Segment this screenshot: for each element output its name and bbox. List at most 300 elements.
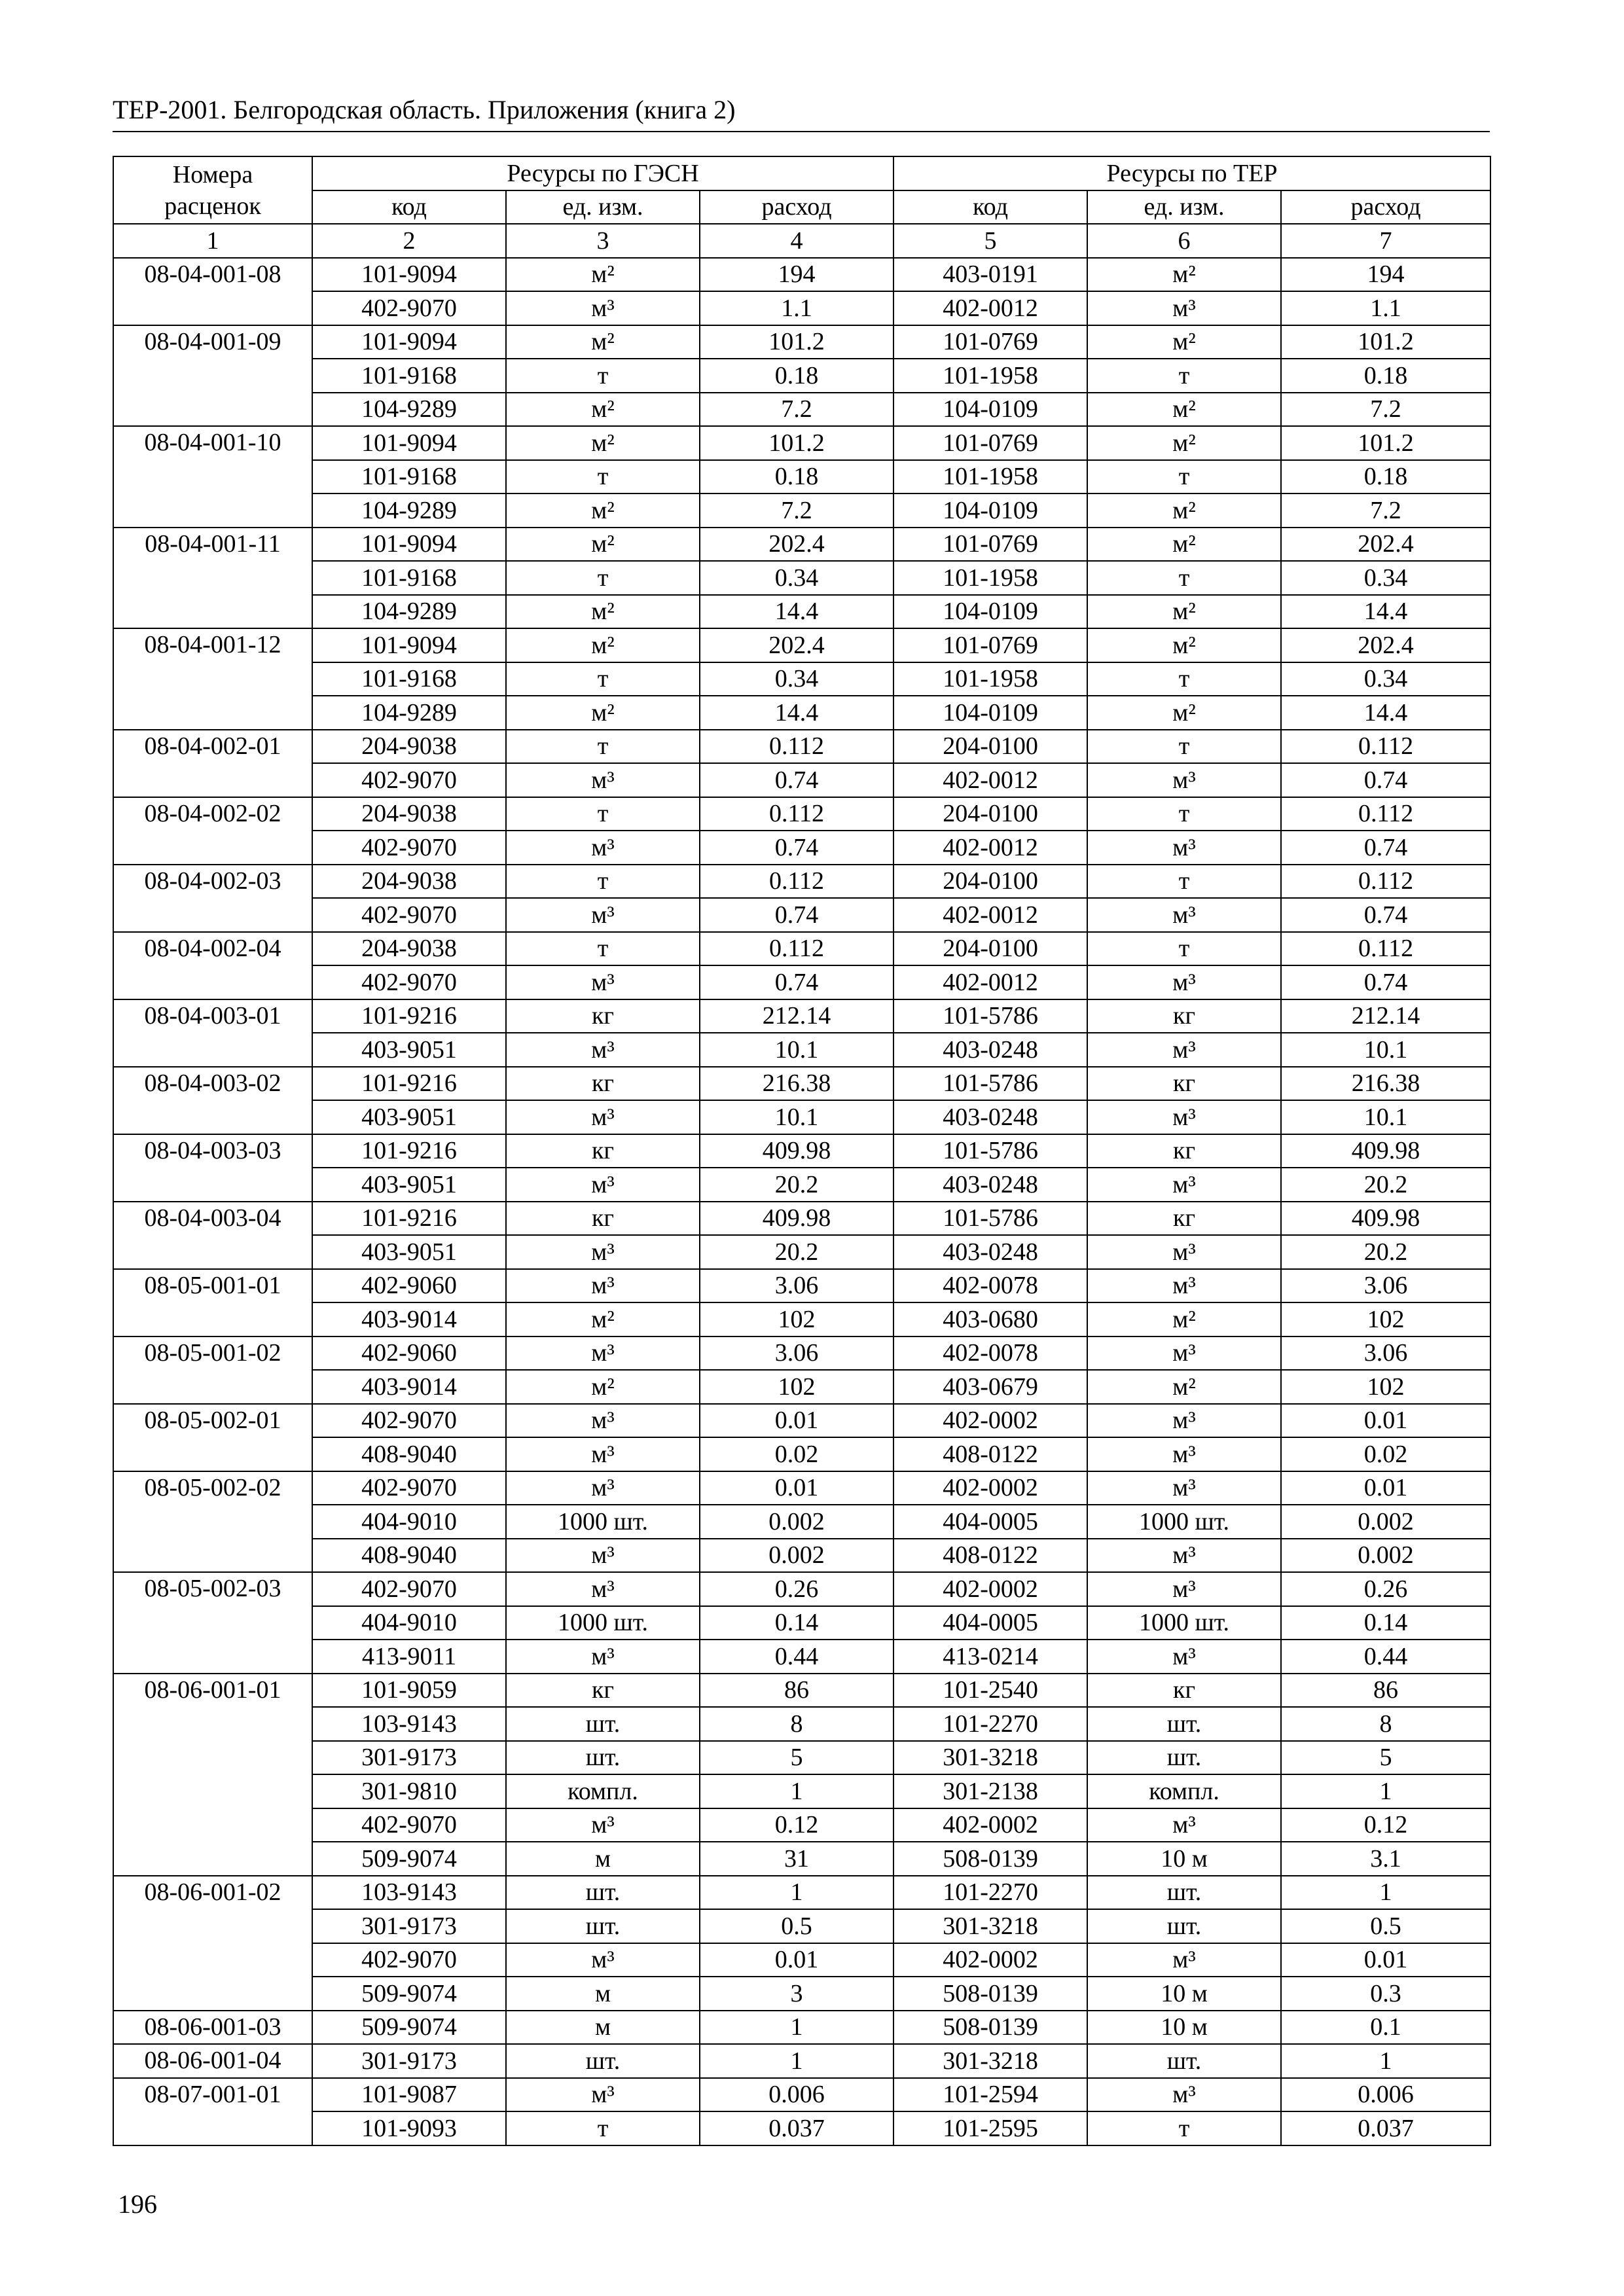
gesn-unit-cell: м³ bbox=[506, 763, 700, 797]
ter-consumption-cell: 3.06 bbox=[1281, 1336, 1490, 1371]
gesn-code-cell: 101-9094 bbox=[312, 426, 506, 460]
ter-code-cell: 301-3218 bbox=[893, 2044, 1087, 2078]
ter-unit-cell: м³ bbox=[1087, 1336, 1281, 1371]
ter-unit-cell: м³ bbox=[1087, 1168, 1281, 1202]
table-row bbox=[113, 1943, 1490, 1977]
gesn-code-cell: 402-9070 bbox=[312, 831, 506, 865]
gesn-unit-cell: шт. bbox=[506, 2044, 700, 2078]
ter-unit-cell: м³ bbox=[1087, 1808, 1281, 1842]
ter-unit-cell: т bbox=[1087, 797, 1281, 831]
gesn-code-cell: 403-9014 bbox=[312, 1302, 506, 1336]
gesn-code-cell: 101-9059 bbox=[312, 1674, 506, 1708]
gesn-code-cell: 101-9216 bbox=[312, 1067, 506, 1101]
gesn-consumption-cell: 0.002 bbox=[700, 1539, 893, 1573]
ter-code-cell: 101-0769 bbox=[893, 325, 1087, 359]
subheader-gesn-consumption: расход bbox=[700, 190, 893, 224]
ter-unit-cell: м³ bbox=[1087, 831, 1281, 865]
gesn-consumption-cell: 3 bbox=[700, 1977, 893, 2011]
rate-number-cell: 08-04-001-12 bbox=[113, 628, 312, 730]
ter-unit-cell: т bbox=[1087, 932, 1281, 966]
gesn-code-cell: 101-9168 bbox=[312, 662, 506, 696]
ter-code-cell: 101-5786 bbox=[893, 1067, 1087, 1101]
ter-unit-cell: т bbox=[1087, 2111, 1281, 2145]
gesn-unit-cell: м³ bbox=[506, 1572, 700, 1606]
gesn-code-cell: 402-9070 bbox=[312, 1572, 506, 1606]
ter-consumption-cell: 0.18 bbox=[1281, 460, 1490, 494]
ter-code-cell: 101-0769 bbox=[893, 426, 1087, 460]
table-row bbox=[113, 2111, 1490, 2145]
ter-code-cell: 404-0005 bbox=[893, 1606, 1087, 1640]
ter-consumption-cell: 212.14 bbox=[1281, 999, 1490, 1033]
gesn-unit-cell: м bbox=[506, 1977, 700, 2011]
gesn-unit-cell: м² bbox=[506, 696, 700, 730]
rate-number-cell: 08-04-002-01 bbox=[113, 730, 312, 797]
table-body bbox=[113, 258, 1490, 2145]
gesn-consumption-cell: 0.74 bbox=[700, 898, 893, 932]
rate-number-cell: 08-05-001-02 bbox=[113, 1336, 312, 1404]
rate-number-cell: 08-04-001-10 bbox=[113, 426, 312, 528]
table-row bbox=[113, 1404, 1490, 1438]
ter-code-cell: 508-0139 bbox=[893, 1977, 1087, 2011]
gesn-code-cell: 104-9289 bbox=[312, 493, 506, 528]
gesn-unit-cell: м³ bbox=[506, 1640, 700, 1674]
gesn-unit-cell: м² bbox=[506, 325, 700, 359]
ter-code-cell: 101-2540 bbox=[893, 1674, 1087, 1708]
gesn-consumption-cell: 0.26 bbox=[700, 1572, 893, 1606]
gesn-unit-cell: м bbox=[506, 2011, 700, 2045]
ter-unit-cell: т bbox=[1087, 865, 1281, 899]
column-number: 7 bbox=[1281, 224, 1490, 258]
table-row bbox=[113, 831, 1490, 865]
gesn-consumption-cell: 7.2 bbox=[700, 493, 893, 528]
ter-unit-cell: шт. bbox=[1087, 1909, 1281, 1943]
ter-consumption-cell: 20.2 bbox=[1281, 1235, 1490, 1269]
gesn-consumption-cell: 0.18 bbox=[700, 460, 893, 494]
ter-consumption-cell: 0.34 bbox=[1281, 662, 1490, 696]
ter-code-cell: 404-0005 bbox=[893, 1505, 1087, 1539]
ter-unit-cell: м³ bbox=[1087, 898, 1281, 932]
table-row bbox=[113, 932, 1490, 966]
gesn-consumption-cell: 0.037 bbox=[700, 2111, 893, 2145]
gesn-consumption-cell: 216.38 bbox=[700, 1067, 893, 1101]
table-row bbox=[113, 1674, 1490, 1708]
ter-unit-cell: компл. bbox=[1087, 1774, 1281, 1808]
gesn-unit-cell: м³ bbox=[506, 1235, 700, 1269]
ter-unit-cell: м³ bbox=[1087, 2078, 1281, 2112]
gesn-consumption-cell: 0.44 bbox=[700, 1640, 893, 1674]
rate-number-cell: 08-07-001-01 bbox=[113, 2078, 312, 2145]
ter-consumption-cell: 0.112 bbox=[1281, 730, 1490, 764]
table-row bbox=[113, 1100, 1490, 1134]
gesn-unit-cell: м² bbox=[506, 258, 700, 292]
ter-consumption-cell: 101.2 bbox=[1281, 325, 1490, 359]
rate-number-cell: 08-04-003-04 bbox=[113, 1202, 312, 1269]
gesn-unit-cell: м³ bbox=[506, 1539, 700, 1573]
table-row bbox=[113, 1437, 1490, 1471]
gesn-consumption-cell: 10.1 bbox=[700, 1033, 893, 1067]
gesn-code-cell: 101-9168 bbox=[312, 460, 506, 494]
gesn-consumption-cell: 0.112 bbox=[700, 932, 893, 966]
ter-code-cell: 301-3218 bbox=[893, 1741, 1087, 1775]
table-row bbox=[113, 1640, 1490, 1674]
rate-number-cell: 08-04-002-02 bbox=[113, 797, 312, 865]
ter-code-cell: 101-1958 bbox=[893, 359, 1087, 393]
rate-number-cell: 08-04-002-03 bbox=[113, 865, 312, 932]
gesn-consumption-cell: 0.112 bbox=[700, 865, 893, 899]
ter-unit-cell: м³ bbox=[1087, 1100, 1281, 1134]
ter-unit-cell: кг bbox=[1087, 1674, 1281, 1708]
ter-consumption-cell: 3.06 bbox=[1281, 1269, 1490, 1303]
gesn-code-cell: 408-9040 bbox=[312, 1437, 506, 1471]
ter-code-cell: 403-0191 bbox=[893, 258, 1087, 292]
ter-consumption-cell: 1.1 bbox=[1281, 291, 1490, 325]
gesn-unit-cell: м² bbox=[506, 1302, 700, 1336]
ter-consumption-cell: 409.98 bbox=[1281, 1134, 1490, 1168]
ter-unit-cell: т bbox=[1087, 460, 1281, 494]
table-row bbox=[113, 1336, 1490, 1371]
gesn-consumption-cell: 8 bbox=[700, 1707, 893, 1741]
ter-code-cell: 101-1958 bbox=[893, 460, 1087, 494]
gesn-unit-cell: т bbox=[506, 359, 700, 393]
ter-consumption-cell: 102 bbox=[1281, 1302, 1490, 1336]
ter-consumption-cell: 5 bbox=[1281, 1741, 1490, 1775]
ter-code-cell: 402-0078 bbox=[893, 1336, 1087, 1371]
ter-unit-cell: кг bbox=[1087, 1202, 1281, 1236]
gesn-unit-cell: м² bbox=[506, 426, 700, 460]
gesn-consumption-cell: 31 bbox=[700, 1842, 893, 1876]
gesn-code-cell: 402-9070 bbox=[312, 1471, 506, 1505]
table-row bbox=[113, 1033, 1490, 1067]
rate-number-cell: 08-04-003-03 bbox=[113, 1134, 312, 1202]
ter-unit-cell: м² bbox=[1087, 426, 1281, 460]
table-row bbox=[113, 2044, 1490, 2078]
gesn-consumption-cell: 101.2 bbox=[700, 426, 893, 460]
ter-unit-cell: м³ bbox=[1087, 1572, 1281, 1606]
ter-code-cell: 101-2270 bbox=[893, 1876, 1087, 1910]
ter-unit-cell: м³ bbox=[1087, 1235, 1281, 1269]
ter-code-cell: 403-0680 bbox=[893, 1302, 1087, 1336]
gesn-unit-cell: т bbox=[506, 662, 700, 696]
ter-unit-cell: м² bbox=[1087, 696, 1281, 730]
table-row bbox=[113, 1302, 1490, 1336]
gesn-consumption-cell: 0.5 bbox=[700, 1909, 893, 1943]
ter-consumption-cell: 20.2 bbox=[1281, 1168, 1490, 1202]
ter-unit-cell: м³ bbox=[1087, 1539, 1281, 1573]
gesn-unit-cell: м³ bbox=[506, 1100, 700, 1134]
ter-consumption-cell: 0.14 bbox=[1281, 1606, 1490, 1640]
ter-consumption-cell: 0.34 bbox=[1281, 561, 1490, 595]
ter-consumption-cell: 0.74 bbox=[1281, 763, 1490, 797]
subheader-gesn-unit: ед. изм. bbox=[506, 190, 700, 224]
ter-consumption-cell: 0.74 bbox=[1281, 898, 1490, 932]
ter-unit-cell: шт. bbox=[1087, 2044, 1281, 2078]
ter-consumption-cell: 7.2 bbox=[1281, 493, 1490, 528]
gesn-code-cell: 403-9051 bbox=[312, 1033, 506, 1067]
gesn-unit-cell: м³ bbox=[506, 1168, 700, 1202]
table-row bbox=[113, 1707, 1490, 1741]
ter-unit-cell: 10 м bbox=[1087, 2011, 1281, 2045]
gesn-consumption-cell: 102 bbox=[700, 1302, 893, 1336]
ter-consumption-cell: 202.4 bbox=[1281, 628, 1490, 662]
gesn-consumption-cell: 0.34 bbox=[700, 561, 893, 595]
gesn-consumption-cell: 20.2 bbox=[700, 1168, 893, 1202]
table-row bbox=[113, 1134, 1490, 1168]
gesn-consumption-cell: 3.06 bbox=[700, 1269, 893, 1303]
ter-unit-cell: 10 м bbox=[1087, 1842, 1281, 1876]
ter-consumption-cell: 14.4 bbox=[1281, 696, 1490, 730]
gesn-code-cell: 101-9094 bbox=[312, 258, 506, 292]
gesn-code-cell: 204-9038 bbox=[312, 797, 506, 831]
table-row bbox=[113, 426, 1490, 460]
ter-consumption-cell: 0.01 bbox=[1281, 1404, 1490, 1438]
table-row bbox=[113, 1202, 1490, 1236]
ter-unit-cell: м³ bbox=[1087, 1269, 1281, 1303]
gesn-unit-cell: м² bbox=[506, 595, 700, 629]
rate-number-cell: 08-04-001-09 bbox=[113, 325, 312, 427]
ter-unit-cell: м² bbox=[1087, 628, 1281, 662]
table-row bbox=[113, 2011, 1490, 2045]
ter-consumption-cell: 1 bbox=[1281, 2044, 1490, 2078]
ter-unit-cell: кг bbox=[1087, 999, 1281, 1033]
ter-code-cell: 101-0769 bbox=[893, 628, 1087, 662]
ter-consumption-cell: 0.112 bbox=[1281, 865, 1490, 899]
table-row bbox=[113, 1606, 1490, 1640]
table-row bbox=[113, 1808, 1490, 1842]
gesn-unit-cell: кг bbox=[506, 1134, 700, 1168]
gesn-consumption-cell: 0.01 bbox=[700, 1471, 893, 1505]
gesn-consumption-cell: 1.1 bbox=[700, 291, 893, 325]
gesn-unit-cell: кг bbox=[506, 999, 700, 1033]
gesn-code-cell: 104-9289 bbox=[312, 595, 506, 629]
ter-code-cell: 204-0100 bbox=[893, 865, 1087, 899]
ter-consumption-cell: 0.037 bbox=[1281, 2111, 1490, 2145]
gesn-code-cell: 101-9094 bbox=[312, 325, 506, 359]
gesn-code-cell: 103-9143 bbox=[312, 1707, 506, 1741]
ter-consumption-cell: 0.12 bbox=[1281, 1808, 1490, 1842]
gesn-code-cell: 509-9074 bbox=[312, 1977, 506, 2011]
gesn-unit-cell: шт. bbox=[506, 1741, 700, 1775]
ter-code-cell: 402-0002 bbox=[893, 1572, 1087, 1606]
ter-unit-cell: т bbox=[1087, 662, 1281, 696]
ter-consumption-cell: 0.18 bbox=[1281, 359, 1490, 393]
ter-unit-cell: 1000 шт. bbox=[1087, 1505, 1281, 1539]
gesn-unit-cell: м³ bbox=[506, 1471, 700, 1505]
ter-consumption-cell: 0.26 bbox=[1281, 1572, 1490, 1606]
ter-code-cell: 403-0248 bbox=[893, 1100, 1087, 1134]
gesn-consumption-cell: 0.12 bbox=[700, 1808, 893, 1842]
gesn-code-cell: 101-9093 bbox=[312, 2111, 506, 2145]
gesn-consumption-cell: 194 bbox=[700, 258, 893, 292]
table-row bbox=[113, 1505, 1490, 1539]
gesn-code-cell: 101-9216 bbox=[312, 999, 506, 1033]
ter-code-cell: 402-0012 bbox=[893, 898, 1087, 932]
gesn-code-cell: 402-9070 bbox=[312, 291, 506, 325]
gesn-code-cell: 403-9051 bbox=[312, 1168, 506, 1202]
table-row bbox=[113, 1269, 1490, 1303]
ter-unit-cell: м³ bbox=[1087, 1943, 1281, 1977]
gesn-code-cell: 101-9216 bbox=[312, 1202, 506, 1236]
gesn-unit-cell: 1000 шт. bbox=[506, 1606, 700, 1640]
table-row bbox=[113, 1235, 1490, 1269]
table-row bbox=[113, 1909, 1490, 1943]
ter-unit-cell: 10 м bbox=[1087, 1977, 1281, 2011]
gesn-consumption-cell: 0.74 bbox=[700, 965, 893, 999]
gesn-code-cell: 402-9060 bbox=[312, 1336, 506, 1371]
ter-consumption-cell: 0.006 bbox=[1281, 2078, 1490, 2112]
ter-code-cell: 204-0100 bbox=[893, 932, 1087, 966]
ter-code-cell: 402-0012 bbox=[893, 965, 1087, 999]
table-row bbox=[113, 460, 1490, 494]
gesn-consumption-cell: 10.1 bbox=[700, 1100, 893, 1134]
gesn-unit-cell: м² bbox=[506, 1370, 700, 1404]
ter-consumption-cell: 0.002 bbox=[1281, 1539, 1490, 1573]
gesn-consumption-cell: 0.34 bbox=[700, 662, 893, 696]
gesn-consumption-cell: 0.006 bbox=[700, 2078, 893, 2112]
ter-consumption-cell: 0.1 bbox=[1281, 2011, 1490, 2045]
table-row bbox=[113, 763, 1490, 797]
gesn-unit-cell: м bbox=[506, 1842, 700, 1876]
table-row bbox=[113, 1876, 1490, 1910]
gesn-consumption-cell: 0.74 bbox=[700, 763, 893, 797]
table-row bbox=[113, 1977, 1490, 2011]
gesn-code-cell: 204-9038 bbox=[312, 865, 506, 899]
resource-table bbox=[113, 156, 1491, 2146]
ter-consumption-cell: 0.74 bbox=[1281, 831, 1490, 865]
gesn-consumption-cell: 1 bbox=[700, 1774, 893, 1808]
rate-number-cell: 08-04-003-02 bbox=[113, 1067, 312, 1134]
ter-unit-cell: м² bbox=[1087, 325, 1281, 359]
gesn-unit-cell: м³ bbox=[506, 1943, 700, 1977]
table-row bbox=[113, 561, 1490, 595]
gesn-unit-cell: т bbox=[506, 561, 700, 595]
gesn-unit-cell: т bbox=[506, 730, 700, 764]
rate-number-cell: 08-06-001-03 bbox=[113, 2011, 312, 2045]
gesn-unit-cell: м³ bbox=[506, 1808, 700, 1842]
gesn-code-cell: 404-9010 bbox=[312, 1606, 506, 1640]
table-row bbox=[113, 797, 1490, 831]
gesn-unit-cell: кг bbox=[506, 1202, 700, 1236]
ter-unit-cell: м³ bbox=[1087, 1437, 1281, 1471]
ter-code-cell: 402-0012 bbox=[893, 291, 1087, 325]
table-row bbox=[113, 730, 1490, 764]
ter-consumption-cell: 1 bbox=[1281, 1876, 1490, 1910]
ter-unit-cell: м² bbox=[1087, 393, 1281, 427]
ter-code-cell: 508-0139 bbox=[893, 2011, 1087, 2045]
rate-number-cell: 08-04-003-01 bbox=[113, 999, 312, 1067]
gesn-code-cell: 509-9074 bbox=[312, 2011, 506, 2045]
ter-unit-cell: шт. bbox=[1087, 1741, 1281, 1775]
gesn-code-cell: 101-9168 bbox=[312, 561, 506, 595]
gesn-unit-cell: м³ bbox=[506, 1404, 700, 1438]
gesn-unit-cell: м² bbox=[506, 493, 700, 528]
table-row bbox=[113, 696, 1490, 730]
gesn-consumption-cell: 0.01 bbox=[700, 1404, 893, 1438]
table-row bbox=[113, 662, 1490, 696]
gesn-unit-cell: м³ bbox=[506, 1269, 700, 1303]
ter-code-cell: 402-0002 bbox=[893, 1808, 1087, 1842]
gesn-code-cell: 204-9038 bbox=[312, 932, 506, 966]
ter-unit-cell: м² bbox=[1087, 528, 1281, 562]
rate-number-cell: 08-04-001-08 bbox=[113, 258, 312, 325]
gesn-consumption-cell: 1 bbox=[700, 1876, 893, 1910]
gesn-unit-cell: м² bbox=[506, 628, 700, 662]
table-row bbox=[113, 493, 1490, 528]
gesn-code-cell: 204-9038 bbox=[312, 730, 506, 764]
gesn-consumption-cell: 0.02 bbox=[700, 1437, 893, 1471]
ter-unit-cell: м³ bbox=[1087, 291, 1281, 325]
gesn-unit-cell: м³ bbox=[506, 1437, 700, 1471]
ter-code-cell: 101-5786 bbox=[893, 1202, 1087, 1236]
ter-unit-cell: м² bbox=[1087, 493, 1281, 528]
gesn-unit-cell: м³ bbox=[506, 1033, 700, 1067]
table-row bbox=[113, 1741, 1490, 1775]
ter-unit-cell: 1000 шт. bbox=[1087, 1606, 1281, 1640]
subheader-gesn-code: код bbox=[312, 190, 506, 224]
ter-consumption-cell: 10.1 bbox=[1281, 1033, 1490, 1067]
ter-code-cell: 402-0012 bbox=[893, 831, 1087, 865]
gesn-code-cell: 104-9289 bbox=[312, 696, 506, 730]
gesn-consumption-cell: 0.18 bbox=[700, 359, 893, 393]
gesn-consumption-cell: 102 bbox=[700, 1370, 893, 1404]
gesn-consumption-cell: 0.14 bbox=[700, 1606, 893, 1640]
gesn-consumption-cell: 212.14 bbox=[700, 999, 893, 1033]
gesn-consumption-cell: 202.4 bbox=[700, 528, 893, 562]
table-row bbox=[113, 325, 1490, 359]
gesn-consumption-cell: 14.4 bbox=[700, 595, 893, 629]
ter-unit-cell: м³ bbox=[1087, 1640, 1281, 1674]
column-number: 4 bbox=[700, 224, 893, 258]
gesn-unit-cell: м³ bbox=[506, 291, 700, 325]
gesn-code-cell: 402-9070 bbox=[312, 1808, 506, 1842]
gesn-unit-cell: м³ bbox=[506, 965, 700, 999]
ter-consumption-cell: 1 bbox=[1281, 1774, 1490, 1808]
table-row bbox=[113, 528, 1490, 562]
ter-code-cell: 101-1958 bbox=[893, 662, 1087, 696]
ter-code-cell: 402-0002 bbox=[893, 1404, 1087, 1438]
gesn-code-cell: 404-9010 bbox=[312, 1505, 506, 1539]
gesn-code-cell: 402-9070 bbox=[312, 898, 506, 932]
ter-code-cell: 402-0012 bbox=[893, 763, 1087, 797]
ter-code-cell: 403-0248 bbox=[893, 1235, 1087, 1269]
ter-code-cell: 408-0122 bbox=[893, 1539, 1087, 1573]
ter-consumption-cell: 3.1 bbox=[1281, 1842, 1490, 1876]
gesn-code-cell: 101-9087 bbox=[312, 2078, 506, 2112]
ter-unit-cell: т bbox=[1087, 359, 1281, 393]
gesn-consumption-cell: 0.112 bbox=[700, 730, 893, 764]
table-row bbox=[113, 628, 1490, 662]
ter-consumption-cell: 0.02 bbox=[1281, 1437, 1490, 1471]
ter-consumption-cell: 86 bbox=[1281, 1674, 1490, 1708]
table-row bbox=[113, 865, 1490, 899]
ter-unit-cell: т bbox=[1087, 730, 1281, 764]
rate-number-cell: 08-05-001-01 bbox=[113, 1269, 312, 1336]
ter-unit-cell: кг bbox=[1087, 1067, 1281, 1101]
table-row bbox=[113, 2078, 1490, 2112]
ter-consumption-cell: 0.002 bbox=[1281, 1505, 1490, 1539]
ter-consumption-cell: 8 bbox=[1281, 1707, 1490, 1741]
rate-number-cell: 08-04-002-04 bbox=[113, 932, 312, 999]
column-number: 6 bbox=[1087, 224, 1281, 258]
subheader-ter-consumption: расход bbox=[1281, 190, 1490, 224]
gesn-code-cell: 301-9173 bbox=[312, 2044, 506, 2078]
ter-unit-cell: кг bbox=[1087, 1134, 1281, 1168]
ter-consumption-cell: 194 bbox=[1281, 258, 1490, 292]
gesn-code-cell: 301-9173 bbox=[312, 1909, 506, 1943]
table-row bbox=[113, 1842, 1490, 1876]
ter-code-cell: 101-1958 bbox=[893, 561, 1087, 595]
gesn-unit-cell: компл. bbox=[506, 1774, 700, 1808]
gesn-consumption-cell: 14.4 bbox=[700, 696, 893, 730]
